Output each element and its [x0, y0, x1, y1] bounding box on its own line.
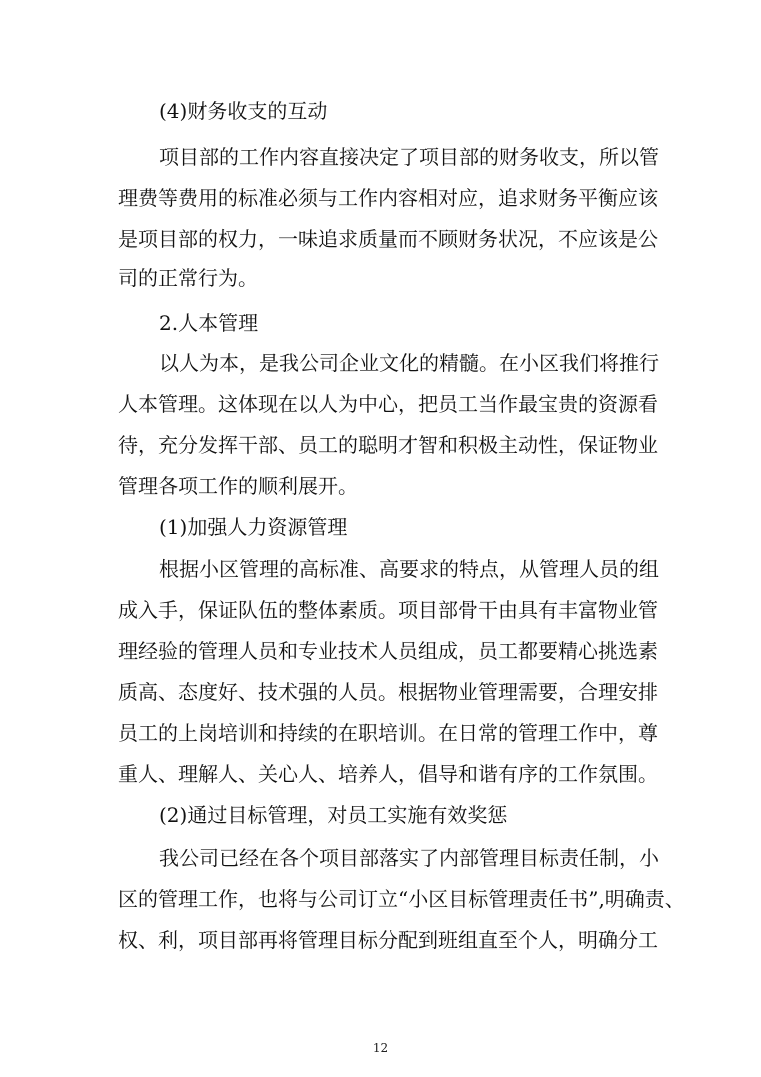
- paragraph-line: 理费等费用的标准必须与工作内容相对应，追求财务平衡应该: [118, 186, 658, 210]
- subheading-financial-interaction: (4)财务收支的互动: [159, 99, 328, 123]
- paragraph-line: 理经验的管理人员和专业技术人员组成，员工都要精心挑选素: [118, 639, 658, 663]
- paragraph-line: 质高、态度好、技术强的人员。根据物业管理需要，合理安排: [118, 680, 658, 704]
- paragraph-line: 司的正常行为。: [118, 266, 258, 290]
- page-number: 12: [372, 1041, 389, 1055]
- paragraph-line: 区的管理工作，也将与公司订立“小区目标管理责任书”,明确责、: [118, 887, 685, 911]
- section-heading-people-management: 2.人本管理: [159, 311, 259, 335]
- paragraph-line: 以人为本，是我公司企业文化的精髓。在小区我们将推行: [159, 351, 659, 375]
- paragraph-line: 管理各项工作的顺利展开。: [118, 474, 358, 498]
- paragraph-line: 是项目部的权力，一味追求质量而不顾财务状况，不应该是公: [118, 227, 658, 251]
- paragraph-line: 成入手，保证队伍的整体素质。项目部骨干由具有丰富物业管: [118, 598, 658, 622]
- paragraph-line: 权、利，项目部再将管理目标分配到班组直至个人，明确分工: [118, 928, 658, 952]
- paragraph-line: 根据小区管理的高标准、高要求的特点，从管理人员的组: [159, 557, 659, 581]
- subheading-target-management: (2)通过目标管理，对员工实施有效奖惩: [159, 803, 508, 827]
- paragraph-line: 待，充分发挥干部、员工的聪明才智和积极主动性，保证物业: [118, 433, 658, 457]
- paragraph-line: 重人、理解人、关心人、培养人，倡导和谐有序的工作氛围。: [118, 762, 658, 786]
- paragraph-line: 员工的上岗培训和持续的在职培训。在日常的管理工作中，尊: [118, 721, 658, 745]
- subheading-human-resources: (1)加强人力资源管理: [159, 515, 348, 539]
- paragraph-line: 项目部的工作内容直接决定了项目部的财务收支，所以管: [159, 145, 659, 169]
- paragraph-line: 人本管理。这体现在以人为中心，把员工当作最宝贵的资源看: [118, 392, 658, 416]
- paragraph-line: 我公司已经在各个项目部落实了内部管理目标责任制，小: [159, 846, 659, 870]
